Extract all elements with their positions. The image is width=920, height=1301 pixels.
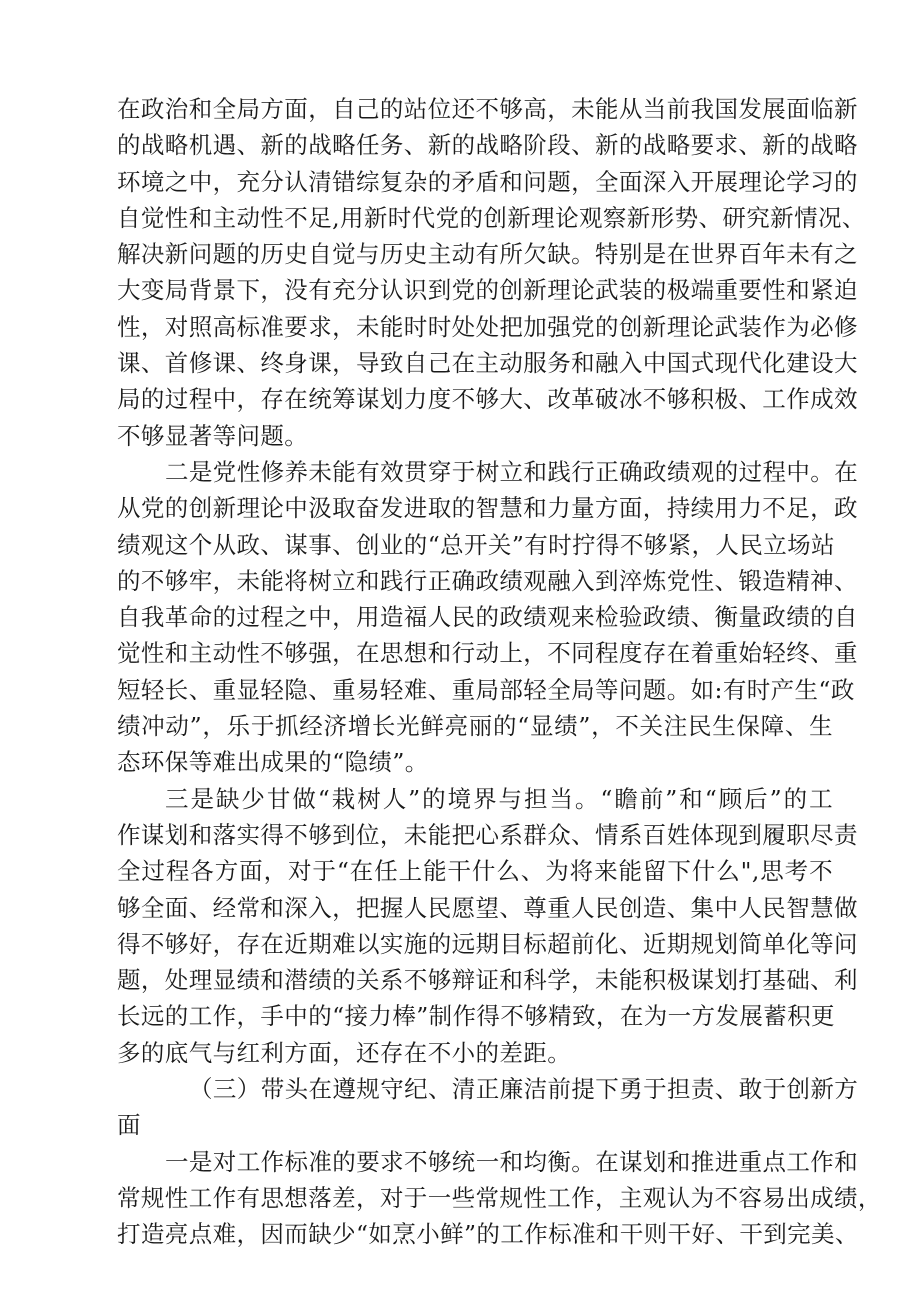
heading-line: （三）带头在遵规守纪、清正廉洁前提下勇于担责、敢于创新方 bbox=[189, 1075, 859, 1104]
text-line: 绩观这个从政、谋事、创业的“总开关”有时拧得不够紧，人民立场站 bbox=[117, 530, 835, 559]
text-line: 够全面、经常和深入，把握人民愿望、尊重人民创造、集中人民智慧做 bbox=[117, 893, 858, 922]
text-line: 态环保等难出成果的“隐绩”。 bbox=[117, 748, 429, 777]
text-line: 觉性和主动性不够强，在思想和行动上，不同程度存在着重始轻终、重 bbox=[117, 639, 858, 668]
text-line: 绩冲动”，乐于抓经济增长光鲜亮丽的“显绩”，不关注民生保障、生 bbox=[117, 712, 833, 741]
text-line: 课、首修课、终身课，导致自己在主动服务和融入中国式现代化建设大 bbox=[117, 349, 858, 378]
text-line: 一是对工作标准的要求不够统一和均衡。在谋划和推进重点工作和 bbox=[165, 1147, 859, 1176]
text-line: 自我革命的过程之中，用造福人民的政绩观来检验政绩、衡量政绩的自 bbox=[117, 603, 858, 632]
text-line: 的不够牢，未能将树立和践行正确政绩观融入到淬炼党性、锻造精神、 bbox=[117, 566, 858, 595]
paragraph-tree-planter bbox=[117, 781, 858, 1071]
text-line: 的战略机遇、新的战略任务、新的战略阶段、新的战略要求、新的战略 bbox=[117, 131, 858, 160]
heading-line: 面 bbox=[117, 1111, 141, 1140]
text-line: 多的底气与红利方面，还存在不小的差距。 bbox=[117, 1038, 572, 1067]
text-line: 长远的工作，手中的“接力棒”制作得不够精致，在为一方发展蓄积更 bbox=[117, 1002, 835, 1031]
text-line: 环境之中，充分认清错综复杂的矛盾和问题，全面深入开展理论学习的 bbox=[117, 167, 858, 196]
text-line: 不够显著等问题。 bbox=[117, 421, 309, 450]
text-line: 在政治和全局方面，自己的站位还不够高，未能从当前我国发展面临新 bbox=[117, 95, 858, 123]
text-line: 大变局背景下，没有充分认识到党的创新理论武装的极端重要性和紧迫 bbox=[117, 276, 858, 305]
text-line: 打造亮点难，因而缺少“如烹小鲜”的工作标准和干则干好、干到完美、 bbox=[117, 1220, 859, 1249]
text-line: 短轻长、重显轻隐、重易轻难、重局部轻全局等问题。如:有时产生“政 bbox=[117, 675, 855, 704]
text-line: 解决新问题的历史自觉与历史主动有所欠缺。特别是在世界百年未有之 bbox=[117, 240, 858, 269]
text-line: 作谋划和落实得不够到位，未能把心系群众、情系百姓体现到履职尽责 bbox=[117, 820, 858, 849]
paragraph-political-stance bbox=[117, 91, 866, 454]
text-line: 二是党性修养未能有效贯穿于树立和践行正确政绩观的过程中。在 bbox=[165, 457, 859, 486]
text-line: 题，处理显绩和潜绩的关系不够辩证和科学，未能积极谋划打基础、利 bbox=[117, 966, 858, 995]
text-line: 全过程各方面，对于“在任上能干什么、为将来能留下什么",思考不 bbox=[117, 857, 833, 886]
text-line: 常规性工作有思想落差，对于一些常规性工作，主观认为不容易出成绩， bbox=[117, 1183, 882, 1212]
text-line: 得不够好，存在近期难以实施的远期目标超前化、近期规划简单化等问 bbox=[117, 929, 858, 958]
section-heading-3 bbox=[117, 1071, 859, 1144]
paragraph-work-standards bbox=[117, 1144, 882, 1253]
text-line: 从党的创新理论中汲取奋发进取的智慧和力量方面，持续用力不足，政 bbox=[117, 494, 858, 523]
text-line: 三是缺少甘做“栽树人”的境界与担当。“瞻前”和“顾后”的工 bbox=[165, 784, 833, 813]
text-line: 性，对照高标准要求，未能时时处处把加强党的创新理论武装作为必修 bbox=[117, 312, 858, 341]
paragraph-party-cultivation bbox=[117, 454, 859, 781]
document-body bbox=[117, 91, 882, 1253]
text-line: 局的过程中，存在统筹谋划力度不够大、改革破冰不够积极、工作成效 bbox=[117, 385, 858, 414]
text-line: 自觉性和主动性不足,用新时代党的创新理论观察新形势、研究新情况、 bbox=[117, 203, 866, 232]
